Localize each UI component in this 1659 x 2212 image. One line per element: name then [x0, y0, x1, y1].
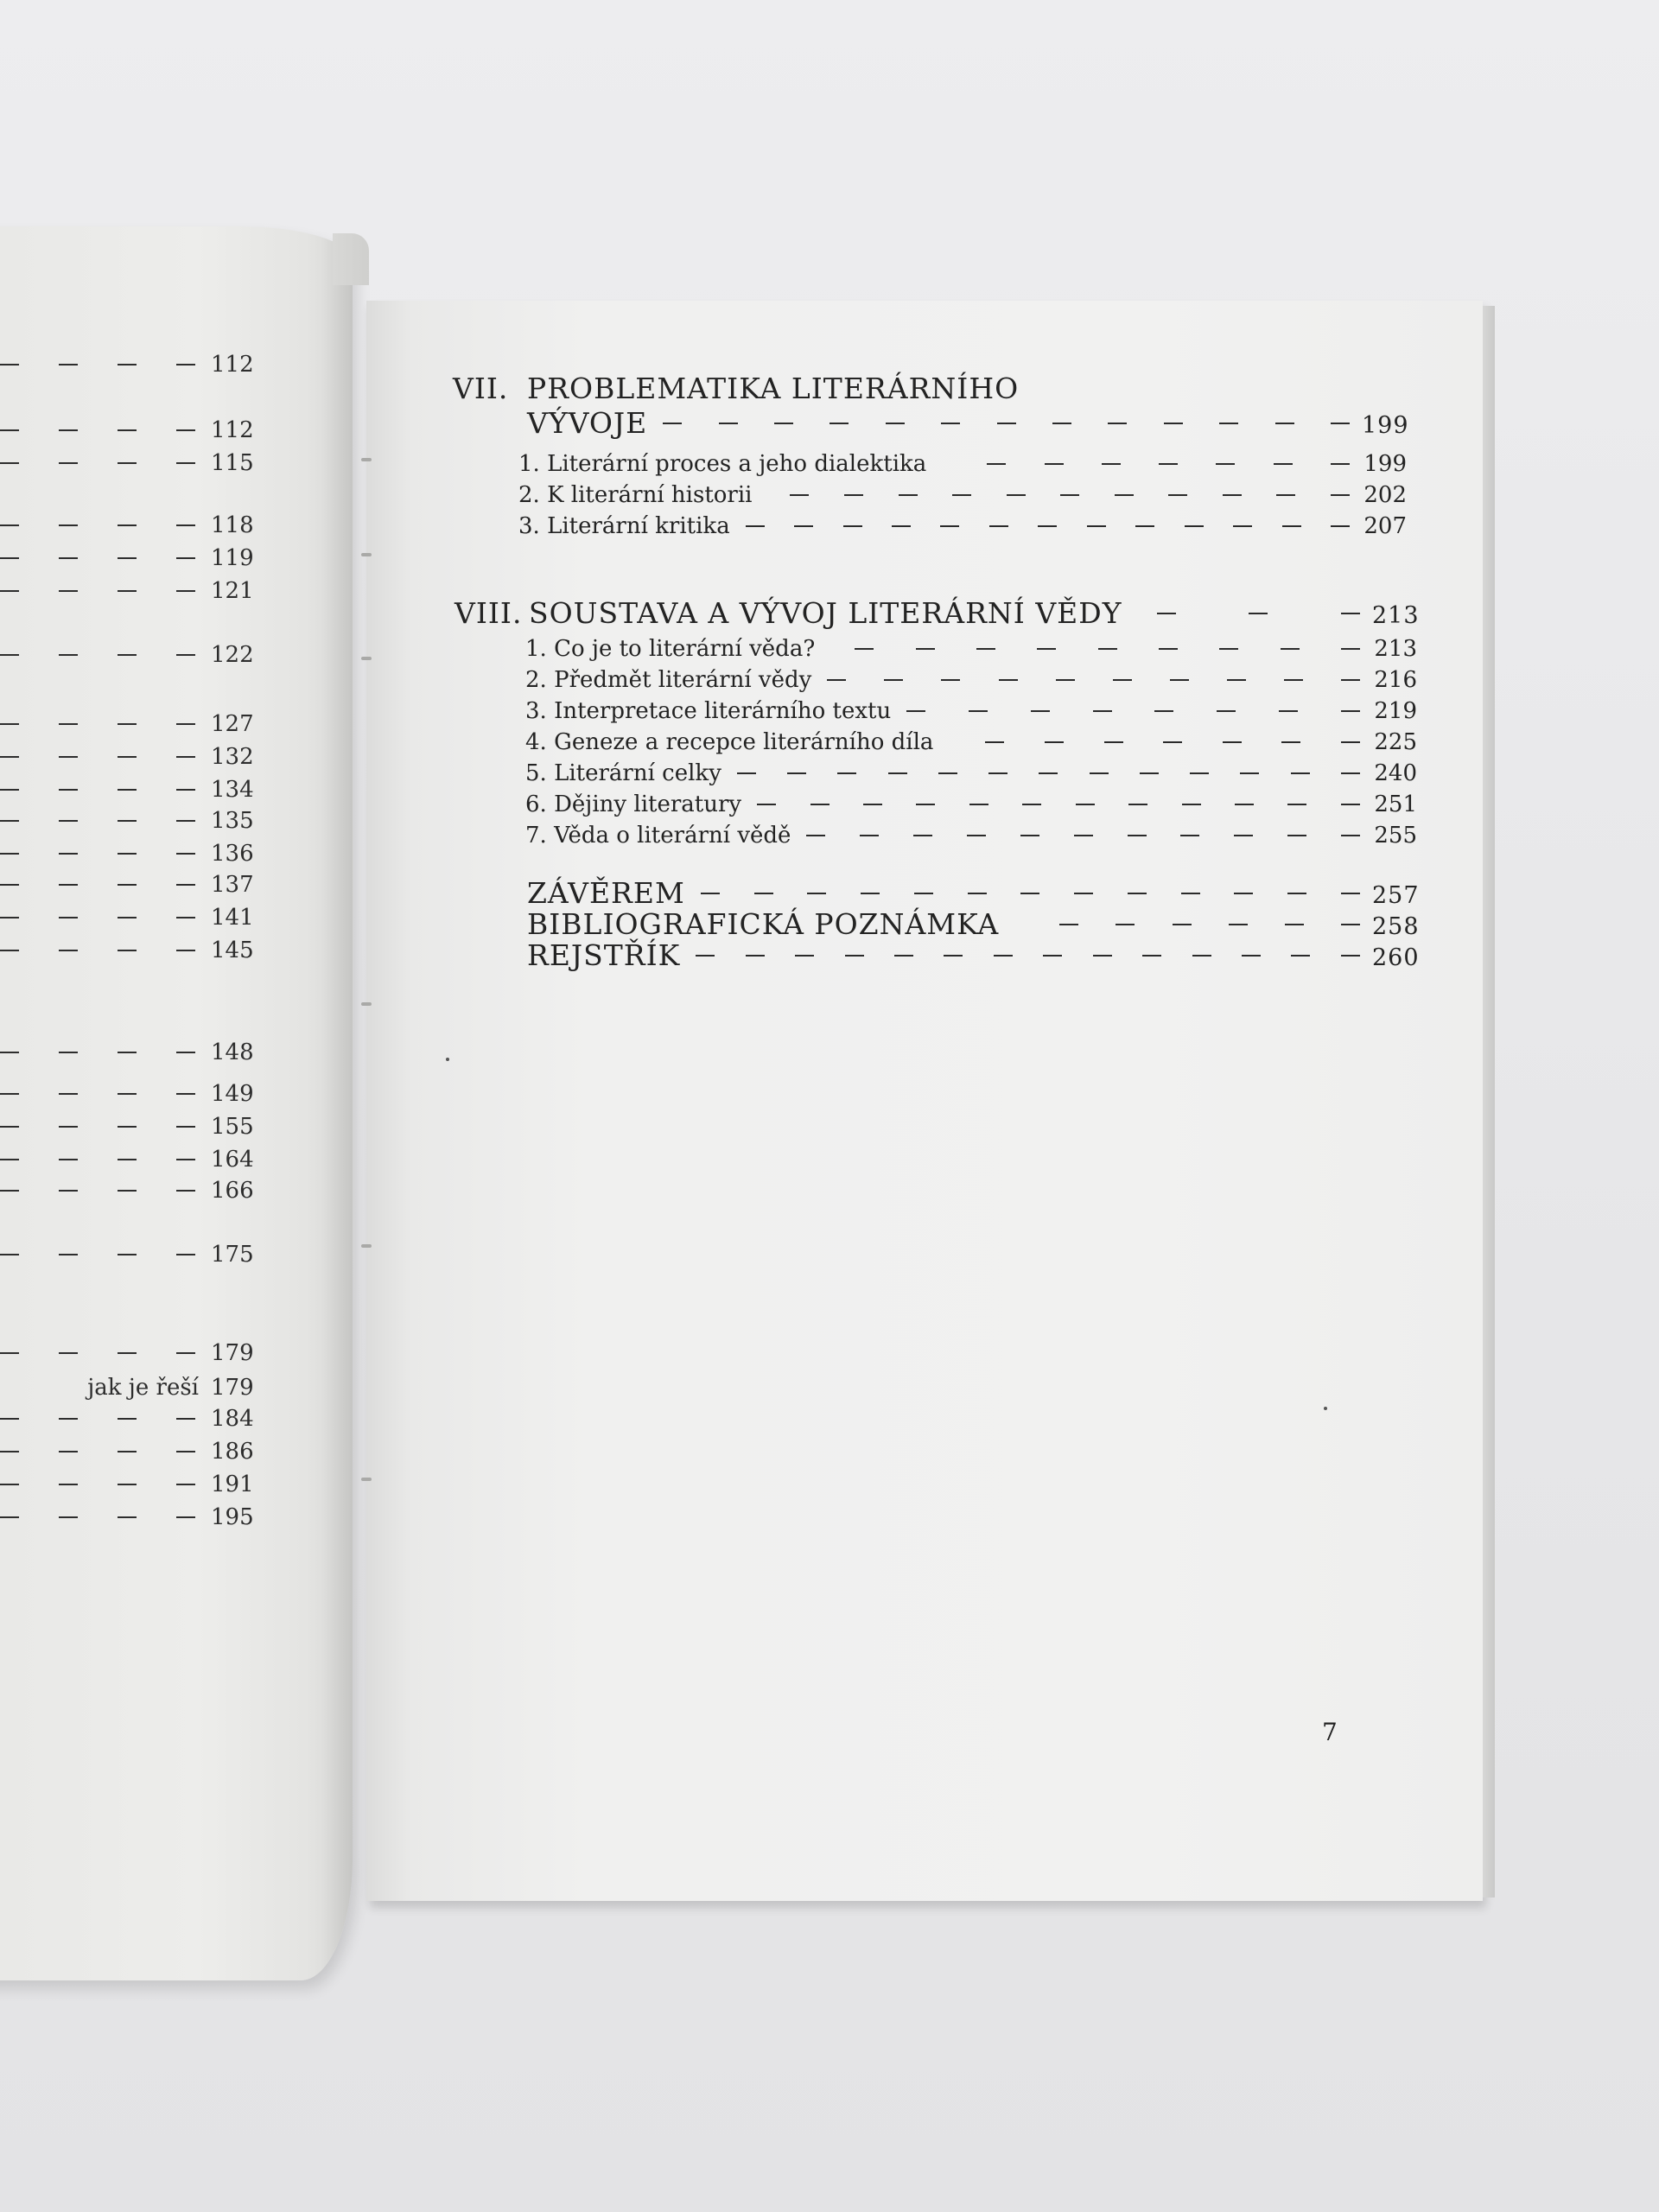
left-toc-row-page: 155 [211, 1114, 254, 1140]
left-toc-row-page: 141 [211, 905, 254, 931]
left-toc-row [0, 349, 259, 380]
left-toc-row [0, 1436, 259, 1467]
back-matter-label: BIBLIOGRAFICKÁ POZNÁMKA [527, 907, 1000, 941]
left-toc-row [0, 741, 259, 772]
chapter-8-title: SOUSTAVA A VÝVOJ LITERÁRNÍ VĚDY [529, 596, 1122, 630]
toc-item [518, 451, 1407, 477]
toc-item [525, 729, 1417, 755]
left-toc-row-page: 119 [211, 545, 254, 571]
left-toc-row-page: 191 [211, 1471, 254, 1497]
back-matter-label: REJSTŘÍK [527, 938, 681, 972]
left-toc-row [0, 1078, 259, 1109]
toc-item-label: 3. Interpretace literárního textu [525, 698, 892, 724]
toc-item-label: 1. Literární proces a jeho dialektika [518, 451, 927, 477]
back-matter-page: 260 [1372, 944, 1420, 971]
toc-item-page: 251 [1374, 791, 1417, 817]
chapter-7-title-line2: VÝVOJE [527, 406, 648, 440]
toc-item [525, 791, 1417, 817]
toc-item [525, 698, 1417, 724]
left-toc-row-page: 195 [211, 1504, 254, 1530]
toc-item-label: 5. Literární celky [525, 760, 721, 786]
dot-leader [0, 884, 211, 886]
dot-leader [0, 789, 211, 791]
dot-leader [737, 772, 1360, 774]
dot-leader [757, 804, 1360, 805]
dot-leader [0, 1451, 211, 1452]
toc-item-page: 213 [1374, 636, 1417, 662]
book-edge [1483, 306, 1495, 1897]
dot-leader [0, 1516, 211, 1518]
chapter-7-title-line1: PROBLEMATIKA LITERÁRNÍHO [527, 372, 1020, 405]
left-toc-row [0, 774, 259, 805]
toc-item-page: 202 [1363, 482, 1407, 508]
left-toc-row [0, 1502, 259, 1533]
left-toc-row-page: 149 [211, 1081, 254, 1107]
chapter-8-roman: VIII. [454, 596, 523, 630]
left-toc-row [0, 935, 259, 966]
left-page [0, 226, 353, 1980]
dot-leader [0, 364, 211, 365]
left-toc-row-page: 134 [211, 777, 254, 803]
dot-leader [1059, 924, 1360, 925]
dot-leader [0, 1418, 211, 1420]
dot-leader [746, 525, 1350, 527]
page-number: 7 [1322, 1718, 1338, 1746]
dot-leader [701, 893, 1360, 894]
left-toc-row [0, 1372, 259, 1403]
toc-back-matter-item [527, 876, 1420, 910]
left-toc-row-page: 118 [211, 512, 254, 538]
left-toc-row-page: 112 [211, 352, 254, 378]
left-toc-row [0, 543, 259, 574]
toc-item [525, 667, 1417, 693]
dot-leader [806, 835, 1360, 836]
table-of-contents [366, 301, 1483, 1901]
dot-leader [827, 679, 1360, 681]
toc-item-label: 3. Literární kritika [518, 513, 730, 539]
toc-item [518, 482, 1407, 508]
left-toc-row [0, 902, 259, 933]
dot-leader [0, 429, 211, 431]
left-toc-row [0, 1037, 259, 1068]
left-toc-row-page: 175 [211, 1242, 254, 1268]
dot-leader [0, 1159, 211, 1160]
chapter-7-heading [453, 372, 1019, 405]
left-toc-row [0, 639, 259, 671]
left-toc-row-page: 137 [211, 872, 254, 898]
left-toc-row [0, 1144, 259, 1175]
left-toc-row-page: 184 [211, 1406, 254, 1432]
left-toc-row-page: 127 [211, 711, 254, 737]
left-toc-row-page: 122 [211, 642, 254, 668]
dot-leader [0, 557, 211, 559]
toc-item [518, 513, 1407, 539]
toc-item-page: 240 [1374, 760, 1417, 786]
left-toc-row [0, 1175, 259, 1206]
dot-leader [987, 463, 1350, 465]
toc-item-page: 207 [1363, 513, 1407, 539]
chapter-7-page: 199 [1362, 412, 1409, 439]
dot-leader [0, 1254, 211, 1255]
dot-leader [0, 1484, 211, 1485]
left-toc-row [0, 709, 259, 740]
left-toc-row-page: 148 [211, 1039, 254, 1065]
dot-leader [1157, 613, 1361, 614]
left-toc-row-text: jak je řeší [87, 1375, 199, 1401]
left-toc-row [0, 1403, 259, 1434]
spine-edge [333, 233, 369, 285]
toc-item-label: 7. Věda o literární vědě [525, 823, 791, 849]
dot-leader [0, 654, 211, 656]
left-toc-row-page: 115 [211, 450, 254, 476]
chapter-7-heading-line2 [527, 406, 1407, 440]
left-toc-row [0, 869, 259, 900]
toc-item [525, 760, 1417, 786]
left-toc-row [0, 448, 259, 479]
dot-leader [0, 524, 211, 526]
toc-item-label: 1. Co je to literární věda? [525, 636, 816, 662]
toc-item-page: 199 [1363, 451, 1407, 477]
left-toc-row [0, 1338, 259, 1369]
dot-leader [790, 494, 1350, 496]
left-toc-row-page: 164 [211, 1147, 254, 1173]
dot-leader [0, 820, 211, 822]
toc-item-label: 6. Dějiny literatury [525, 791, 742, 817]
dot-leader [0, 917, 211, 918]
left-toc-row-page: 179 [211, 1375, 254, 1401]
toc-back-matter-item [527, 938, 1420, 972]
left-toc-row-page: 145 [211, 938, 254, 963]
toc-item-page: 225 [1374, 729, 1417, 755]
dot-leader [696, 955, 1360, 957]
chapter-8-heading [454, 596, 1420, 630]
back-matter-label: ZÁVĚREM [527, 876, 685, 910]
dot-leader [855, 648, 1360, 650]
print-speck [1324, 1407, 1327, 1410]
dot-leader [0, 756, 211, 758]
left-toc-row-page: 166 [211, 1178, 254, 1204]
toc-item-label: 2. K literární historii [518, 482, 753, 508]
dot-leader [0, 1352, 211, 1354]
left-toc-row-page: 136 [211, 841, 254, 867]
left-toc-row-page: 186 [211, 1439, 254, 1465]
toc-back-matter-item [527, 907, 1420, 941]
left-toc-row [0, 575, 259, 607]
chapter-7-roman: VII. [453, 372, 509, 405]
left-toc-row-page: 132 [211, 744, 254, 770]
toc-item-page: 216 [1374, 667, 1417, 693]
dot-leader [0, 1093, 211, 1095]
print-speck [446, 1058, 449, 1061]
dot-leader [0, 853, 211, 855]
left-toc-row-page: 112 [211, 417, 254, 443]
dot-leader [0, 723, 211, 725]
dot-leader [0, 950, 211, 951]
dot-leader [0, 590, 211, 592]
left-toc-row [0, 1239, 259, 1270]
dot-leader [0, 1126, 211, 1128]
left-toc-row [0, 1111, 259, 1142]
toc-item-page: 255 [1374, 823, 1417, 849]
toc-item [525, 823, 1417, 849]
dot-leader [663, 423, 1350, 424]
toc-item-label: 4. Geneze a recepce literárního díla [525, 729, 934, 755]
dot-leader [985, 741, 1360, 743]
left-toc-row [0, 415, 259, 446]
left-toc-row-page: 179 [211, 1340, 254, 1366]
back-matter-page: 257 [1372, 882, 1420, 909]
dot-leader [906, 710, 1360, 712]
dot-leader [0, 1190, 211, 1192]
dot-leader [0, 462, 211, 464]
dot-leader [0, 1052, 211, 1053]
toc-item-page: 219 [1374, 698, 1417, 724]
left-toc-row-page: 121 [211, 578, 254, 604]
left-toc-row [0, 805, 259, 836]
left-toc-row [0, 1469, 259, 1500]
toc-item [525, 636, 1417, 662]
chapter-8-page: 213 [1372, 602, 1420, 629]
left-toc-row-page: 135 [211, 808, 254, 834]
toc-item-label: 2. Předmět literární vědy [525, 667, 812, 693]
left-toc-row [0, 510, 259, 541]
left-toc-row [0, 838, 259, 869]
back-matter-page: 258 [1372, 913, 1420, 940]
